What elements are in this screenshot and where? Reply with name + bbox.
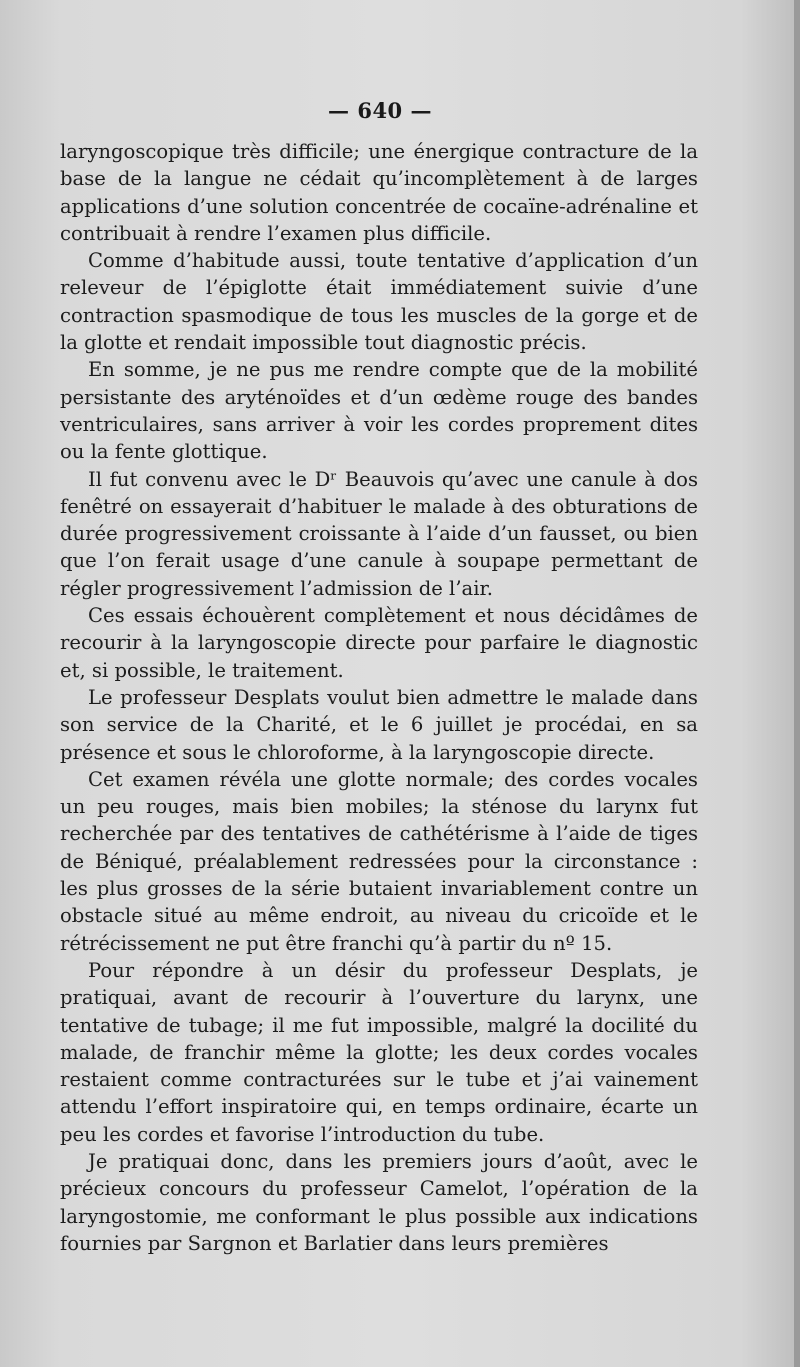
paragraph: En somme, je ne pus me rendre compte que de la mobilité persistante des aryténoïdes et d’un œdème rouge des bandes ventriculaires, sans arriver à voir les cordes proprement dites ou la fente glottique.	[60, 358, 698, 464]
body-text	[60, 138, 698, 1257]
paragraph: Le professeur Desplats voulut bien admettre le malade dans son service de la Charité, et le 6 juillet je procédai, en sa présence et sous le chloroforme, à la laryngoscopie directe.	[60, 685, 698, 764]
paragraph: laryngoscopique très difficile; une énergique contracture de la base de la langue ne cédait qu’incomplètement à de larges applications d’une solution concentrée de cocaïne-adrénaline et contribuait à rendre l’examen plus difficile.	[60, 140, 698, 245]
page-edge-shadow	[794, 0, 800, 1367]
paragraph: Comme d’habitude aussi, toute tentative d’application d’un releveur de l’épiglotte était immédiatement suivie d’une contraction spasmodique de tous les muscles de la gorge et de la glotte et rendait impossible tout diagnostic précis.	[60, 249, 698, 355]
page-number: — 640 —	[328, 98, 432, 123]
paragraph: Il fut convenu avec le Dʳ Beauvois qu’avec une canule à dos fenêtré on essayerait d’habituer le malade à des obturations de durée progressivement croissante à l’aide d’un fausset, ou bien que l’on ferait usage d’une canule à soupape permettant de régler progressivement l’admission de l’air.	[60, 467, 698, 600]
paragraph: Ces essais échouèrent complètement et nous décidâmes de recourir à la laryngoscopie directe pour parfaire le diagnostic et, si possible, le traitement.	[60, 604, 698, 682]
paragraph: Pour répondre à un désir du professeur Desplats, je pratiquai, avant de recourir à l’ouverture du larynx, une tentative de tubage; il me fut impossible, malgré la docilité du malade, de franchir même la glotte; les deux cordes vocales restaient comme contracturées sur le tube et j’ai vainement attendu l’effort inspiratoire qui, en temps ordinaire, écarte un peu les cordes et favorise l’introduction du tube.	[60, 958, 698, 1146]
paragraph: Je pratiquai donc, dans les premiers jours d’août, avec le précieux concours du professeur Camelot, l’opération de la laryngostomie, me conformant le plus possible aux indications fournies par Sargnon et Barlatier dans leurs premières	[60, 1149, 698, 1255]
paragraph: Cet examen révéla une glotte normale; des cordes vocales un peu rouges, mais bien mobiles; la sténose du larynx fut recherchée par des tentatives de cathétérisme à l’aide de tiges de Béniqué, préalablement redressées pour la circonstance : les plus grosses de la série butaient invariablement contre un obstacle situé au même endroit, au niveau du cricoïde et le rétrécissement ne put être franchi qu’à partir du nº 15.	[60, 767, 698, 955]
